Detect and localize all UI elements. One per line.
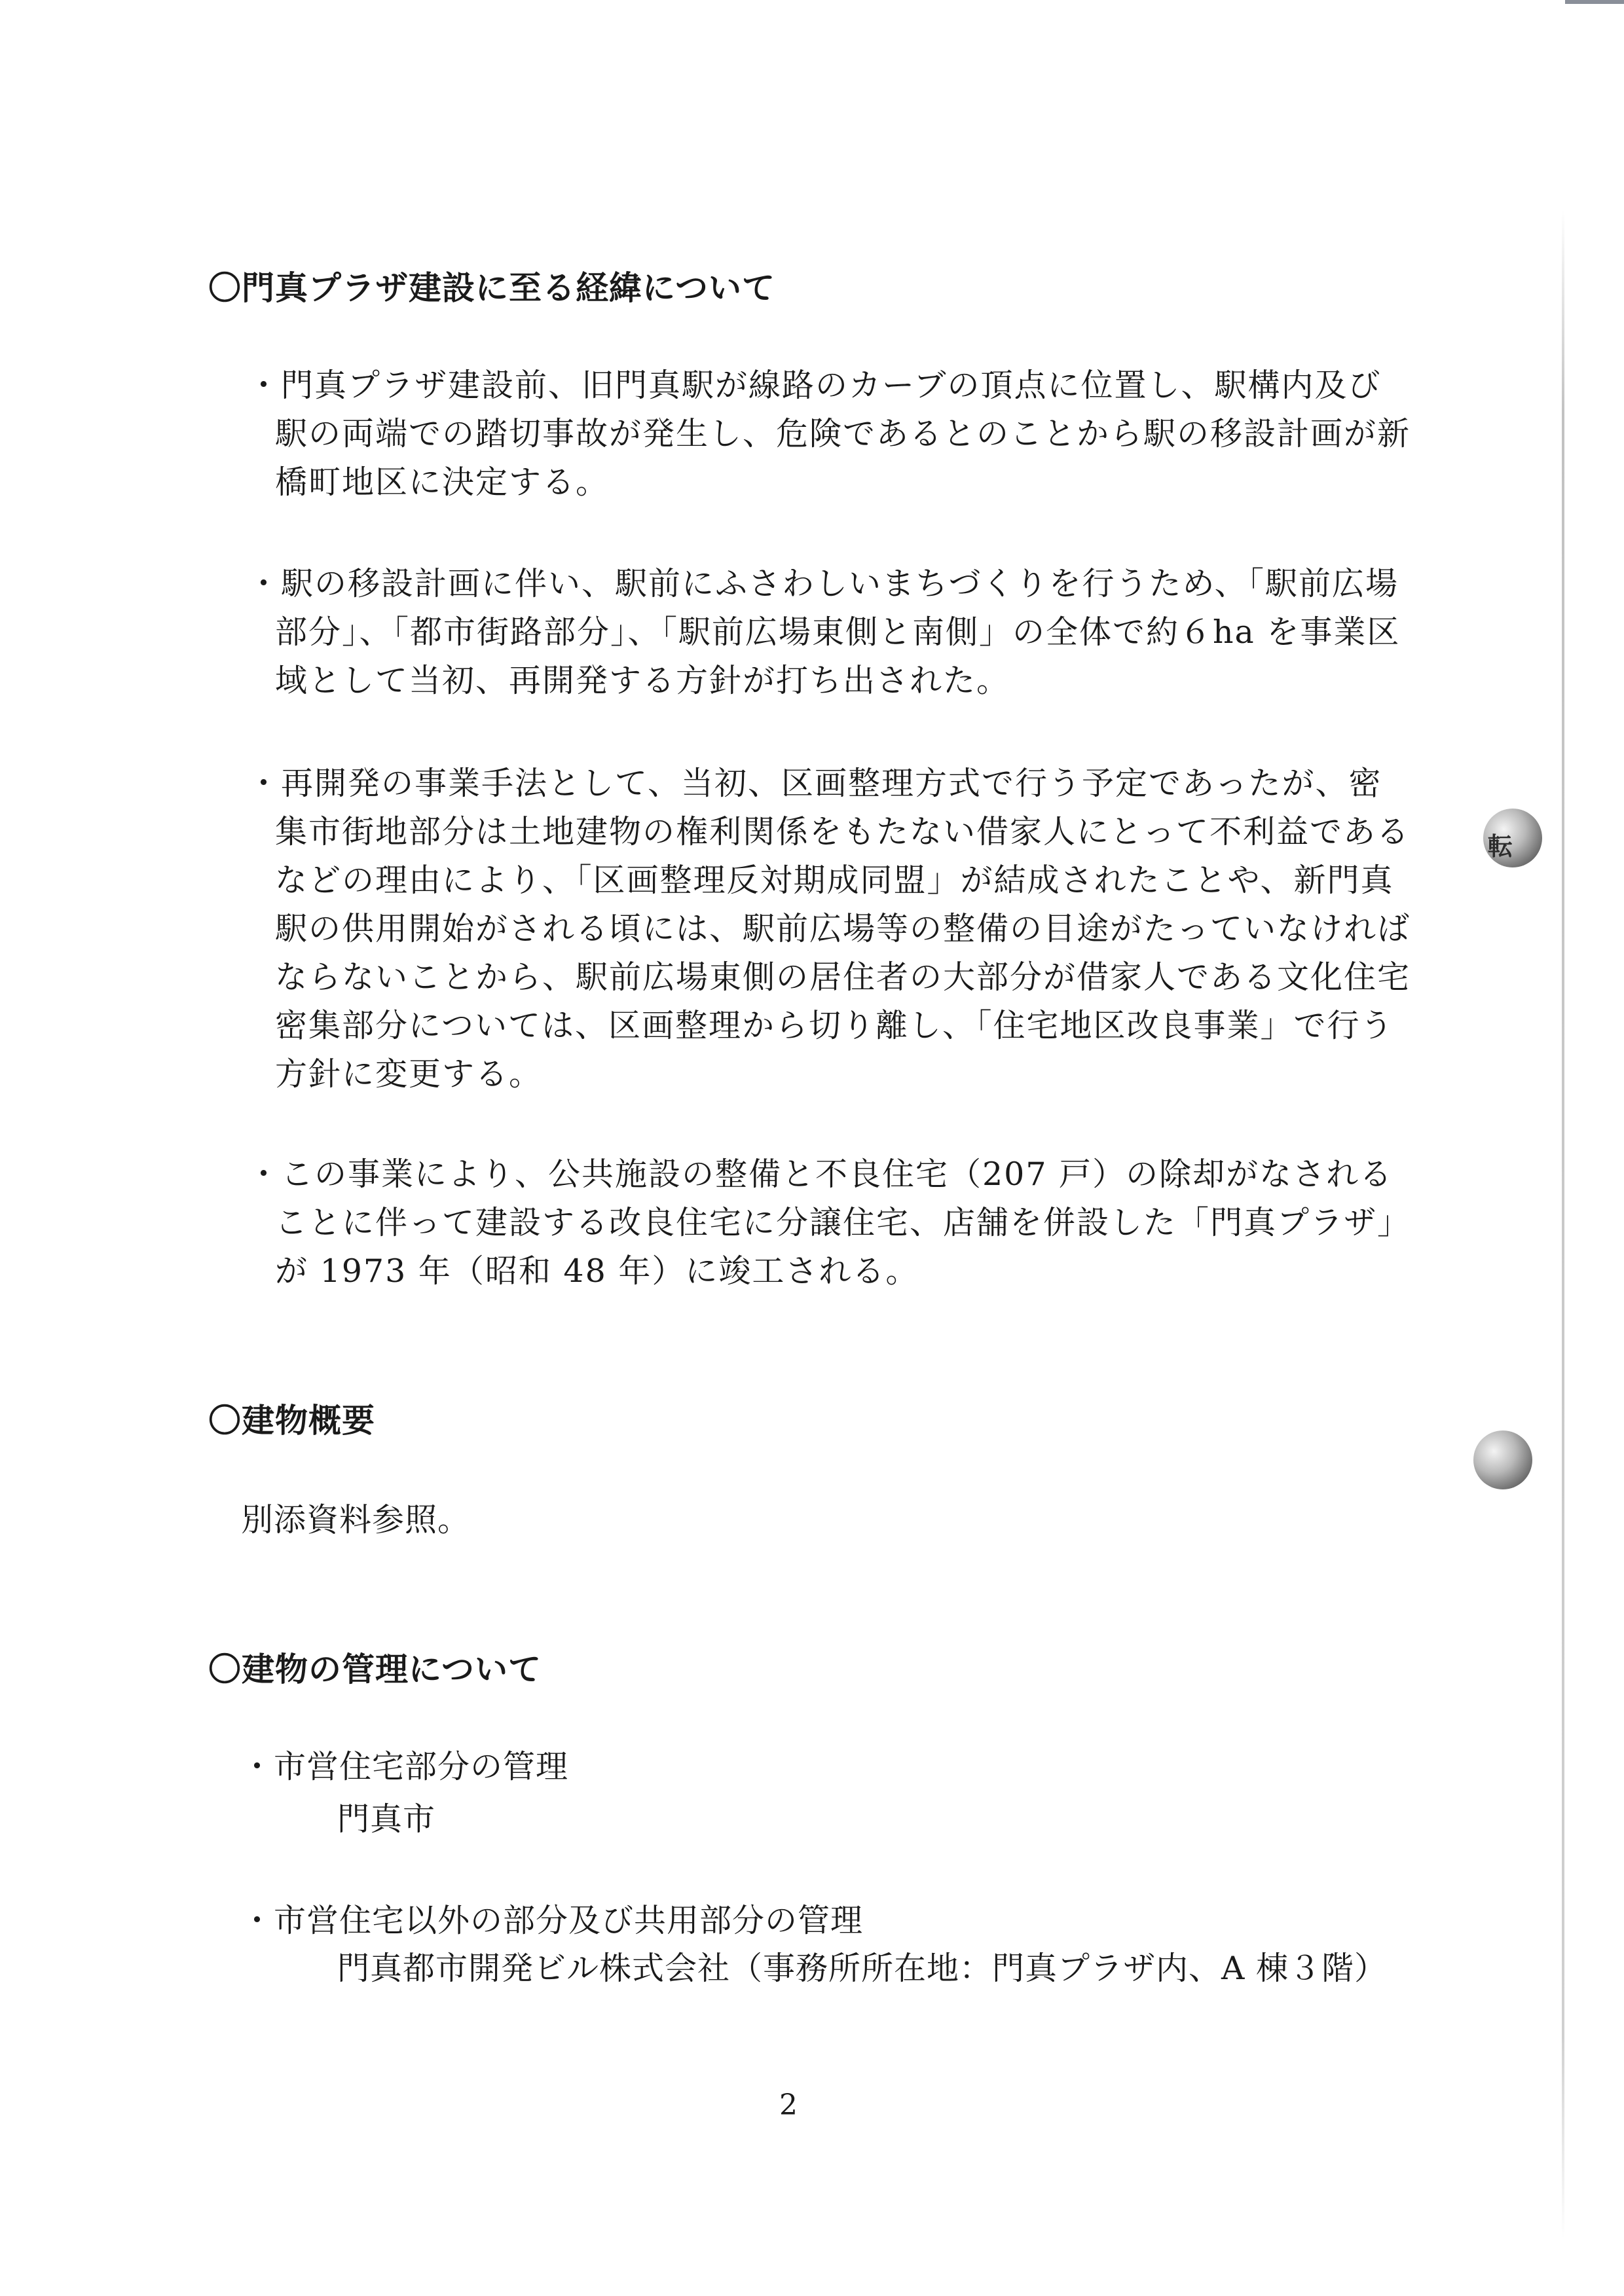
management-item-value: 門真都市開発ビル株式会社（事務所所在地：門真プラザ内、A 棟３階） xyxy=(337,1950,1387,1987)
paragraph-bullet: ・駅の移設計画に伴い、駅前にふさわしいまちづくりを行うため、「駅前広場部分」、「都市街路部分」、「駅前広場東側と南側」の全体で約６ha を事業区域として当初、再開発する方針が打ち出された。 xyxy=(248,565,1401,699)
scan-artifact-top xyxy=(1565,0,1624,4)
management-item-label: ・市営住宅部分の管理 xyxy=(241,1748,569,1785)
section-heading-management: 〇建物の管理について xyxy=(208,1650,542,1688)
section-heading-overview: 〇建物概要 xyxy=(208,1401,375,1440)
management-item-value: 門真市 xyxy=(337,1800,436,1838)
overview-text: 別添資料参照。 xyxy=(241,1501,471,1539)
section-heading-history: 〇門真プラザ建設に至る経緯について xyxy=(208,268,775,307)
margin-mark: 転 xyxy=(1488,831,1513,861)
management-item-label: ・市営住宅以外の部分及び共用部分の管理 xyxy=(241,1902,864,1939)
paragraph-bullet: ・再開発の事業手法として、当初、区画整理方式で行う予定であったが、密集市街地部分は土地建物の権利関係をもたない借家人にとって不利益であるなどの理由により、「区画整理反対期成同盟」が結成されたことや、新門真駅の供用開始がされる頃には、駅前広場等の整備の目途がたっていなければならないことから、駅前広場東側の居住者の大部分が借家人である文化住宅密集部分については、区画整理から切り離し、「住宅地区改良事業」で行う方針に変更する。 xyxy=(248,765,1411,1093)
scan-edge-line xyxy=(1562,210,1564,2239)
punch-hole-icon xyxy=(1473,1430,1532,1489)
paragraph-bullet: ・この事業により、公共施設の整備と不良住宅（207 戸）の除却がなされることに伴って建設する改良住宅に分譲住宅、店舗を併設した「門真プラザ」が 1973 年（昭和 48 年）に竣工される。 xyxy=(248,1156,1411,1290)
paragraph-bullet: ・門真プラザ建設前、旧門真駅が線路のカーブの頂点に位置し、駅構内及び駅の両端での踏切事故が発生し、危険であるとのことから駅の移設計画が新橋町地区に決定する。 xyxy=(248,367,1411,501)
page-number: 2 xyxy=(779,2088,798,2122)
